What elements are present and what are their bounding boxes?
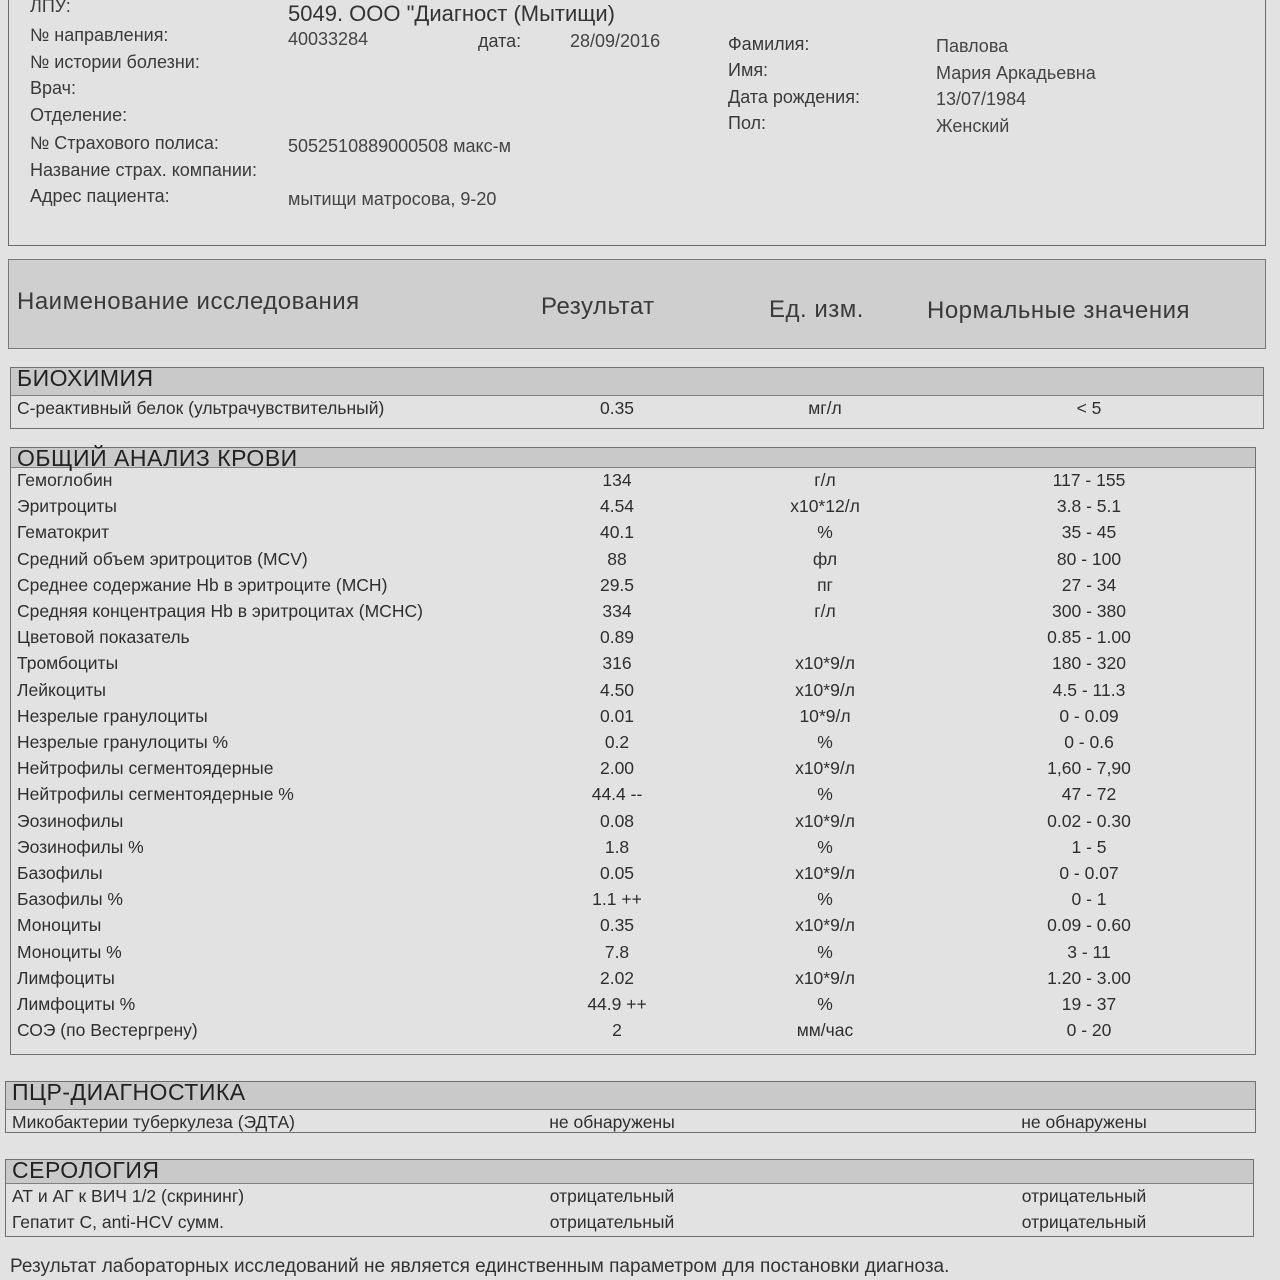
- test-result: не обнаружены: [549, 1112, 675, 1132]
- name-label: Имя:: [728, 60, 769, 80]
- test-name: Незрелые гранулоциты %: [17, 732, 229, 752]
- test-result: 44.4 --: [591, 784, 643, 805]
- test-name: Гематокрит: [17, 522, 110, 543]
- test-unit: х10*9/л: [795, 967, 855, 988]
- test-name: Лимфоциты: [17, 967, 115, 988]
- policy-value: 5052510889000508 макс-м: [288, 136, 512, 156]
- test-normal-range: 1 - 5: [1071, 836, 1107, 857]
- lpu-label: ЛПУ:: [30, 0, 71, 16]
- test-name: Тромбоциты: [17, 653, 119, 674]
- test-result: 4.54: [599, 496, 635, 517]
- test-result: 0.05: [599, 863, 635, 883]
- test-normal-range: 117 - 155: [1052, 470, 1126, 490]
- referral-label: № направления:: [30, 25, 169, 45]
- test-normal-range: 0.02 - 0.30: [1047, 810, 1131, 831]
- test-result: 44.9 ++: [587, 994, 647, 1014]
- test-result: 0.08: [599, 810, 635, 831]
- test-result: 134: [602, 470, 632, 490]
- test-normal-range: 180 - 320: [1052, 653, 1126, 674]
- test-normal-range: 0 - 0.09: [1059, 705, 1119, 726]
- test-name: Эозинофилы %: [17, 836, 144, 857]
- insurer-label: Название страх. компании:: [30, 160, 257, 180]
- policy-label: № Страхового полиса:: [30, 133, 219, 153]
- dob-value: 13/07/1984: [936, 89, 1027, 109]
- section-title: ПЦР-ДИАГНОСТИКА: [12, 1079, 246, 1105]
- test-unit: %: [817, 994, 833, 1014]
- test-result: 334: [602, 601, 632, 621]
- surname-label: Фамилия:: [728, 34, 810, 54]
- test-unit: х10*9/л: [795, 863, 855, 883]
- column-unit-header: Ед. изм.: [769, 296, 864, 323]
- test-normal-range: 35 - 45: [1061, 522, 1117, 543]
- test-name: Цветовой показатель: [17, 627, 190, 648]
- section-title: БИОХИМИЯ: [17, 365, 154, 391]
- test-name: Моноциты: [17, 915, 102, 936]
- surname-value: Павлова: [936, 36, 1009, 56]
- test-normal-range: 4.5 - 11.3: [1052, 679, 1126, 700]
- test-result: 7.8: [604, 941, 630, 962]
- section-biochemistry: [10, 367, 1264, 429]
- test-normal-range: 1.20 - 3.00: [1047, 967, 1131, 988]
- test-normal-range: 3.8 - 5.1: [1056, 496, 1122, 517]
- test-unit: %: [817, 784, 833, 805]
- test-unit: фл: [812, 548, 838, 569]
- name-value: Мария Аркадьевна: [936, 63, 1096, 83]
- column-header-band: [8, 259, 1266, 349]
- column-name-header: Наименование исследования: [17, 288, 360, 315]
- dob-label: Дата рождения:: [728, 87, 860, 107]
- test-normal-range: 47 - 72: [1061, 784, 1117, 805]
- test-name: Базофилы %: [17, 889, 123, 910]
- test-normal-range: 0 - 20: [1066, 1020, 1112, 1041]
- test-unit: %: [817, 889, 833, 910]
- sex-label: Пол:: [728, 113, 767, 133]
- test-unit: х10*9/л: [795, 653, 855, 674]
- section-pcr-diagnostics: [5, 1081, 1256, 1133]
- test-result: 0.01: [599, 705, 635, 726]
- test-normal-range: 80 - 100: [1056, 548, 1122, 569]
- test-name: Средний объем эритроцитов (MCV): [17, 548, 308, 569]
- test-name: Нейтрофилы сегментоядерные %: [17, 784, 294, 805]
- test-result: 0.2: [604, 732, 630, 752]
- test-unit: г/л: [814, 601, 836, 621]
- test-result: 4.50: [599, 679, 635, 700]
- test-normal-range: не обнаружены: [1021, 1112, 1147, 1132]
- test-normal-range: отрицательный: [1021, 1186, 1147, 1206]
- test-result: 40.1: [599, 522, 635, 543]
- test-unit: мм/час: [796, 1020, 854, 1041]
- history-label: № истории болезни:: [30, 52, 200, 72]
- test-unit: г/л: [814, 470, 836, 490]
- test-normal-range: 0.85 - 1.00: [1047, 627, 1131, 648]
- test-unit: 10*9/л: [799, 705, 851, 726]
- section-title-bar: [6, 1157, 1253, 1184]
- date-value: 28/09/2016: [570, 31, 661, 51]
- test-name: Моноциты %: [17, 941, 122, 962]
- referral-value: 40033284: [288, 29, 369, 49]
- test-result: 1.8: [604, 836, 630, 857]
- test-result: 0.35: [599, 398, 635, 418]
- test-result: 1.1 ++: [592, 889, 642, 910]
- test-result: 2.02: [599, 967, 635, 988]
- doctor-label: Врач:: [30, 78, 77, 98]
- test-normal-range: 0.09 - 0.60: [1047, 915, 1131, 936]
- test-name: Микобактерии туберкулеза (ЭДТА): [12, 1112, 295, 1132]
- section-title-bar: [11, 365, 1263, 396]
- test-unit: х10*9/л: [795, 810, 855, 831]
- test-normal-range: 19 - 37: [1061, 994, 1117, 1014]
- test-name: Средняя концентрация Hb в эритроцитах (MCHC): [17, 601, 423, 621]
- test-name: СОЭ (по Вестергрену): [17, 1020, 198, 1041]
- test-unit: %: [817, 941, 833, 962]
- test-name: С-реактивный белок (ультрачувствительный): [17, 398, 385, 418]
- section-serology: [5, 1159, 1254, 1237]
- test-name: Лимфоциты %: [17, 994, 136, 1014]
- test-name: Эритроциты: [17, 496, 117, 517]
- address-label: Адрес пациента:: [30, 186, 170, 206]
- test-normal-range: 0 - 1: [1071, 889, 1107, 910]
- test-name: Гемоглобин: [17, 470, 113, 490]
- test-result: 0.35: [599, 915, 635, 936]
- section-title: СЕРОЛОГИЯ: [12, 1157, 160, 1183]
- test-result: 88: [607, 548, 627, 569]
- test-normal-range: 0 - 0.07: [1059, 863, 1119, 883]
- test-unit: х10*9/л: [795, 915, 855, 936]
- test-normal-range: 0 - 0.6: [1064, 732, 1114, 752]
- test-name: Среднее содержание Hb в эритроците (MCH): [17, 574, 388, 595]
- test-unit: х10*9/л: [795, 679, 855, 700]
- test-normal-range: отрицательный: [1021, 1212, 1147, 1232]
- test-result: отрицательный: [549, 1212, 675, 1232]
- test-result: 2: [612, 1020, 622, 1041]
- lpu-value: 5049. ООО "Диагност (Мытищи): [288, 1, 615, 26]
- test-normal-range: 1,60 - 7,90: [1047, 758, 1131, 779]
- column-result-header: Результат: [541, 293, 655, 320]
- test-name: Эозинофилы: [17, 810, 124, 831]
- test-name: Незрелые гранулоциты: [17, 705, 208, 726]
- test-unit: х10*9/л: [795, 758, 855, 779]
- test-unit: мг/л: [808, 398, 842, 418]
- address-value: мытищи матросова, 9-20: [288, 189, 497, 209]
- test-unit: %: [817, 732, 833, 752]
- test-normal-range: 27 - 34: [1061, 574, 1117, 595]
- disclaimer-footer: Результат лабораторных исследований не является единственным параметром для постановки диагноза.: [10, 1256, 950, 1277]
- test-unit: %: [817, 836, 833, 857]
- test-name: Гепатит С, anti-HCV сумм.: [12, 1212, 224, 1232]
- test-result: 2.00: [599, 758, 635, 779]
- test-name: Лейкоциты: [17, 679, 106, 700]
- test-unit: %: [817, 522, 833, 543]
- sex-value: Женский: [936, 116, 1010, 136]
- department-label: Отделение:: [30, 105, 128, 125]
- test-name: АТ и АГ к ВИЧ 1/2 (скрининг): [12, 1186, 245, 1206]
- test-normal-range: 300 - 380: [1052, 601, 1126, 621]
- section-title-bar: [6, 1079, 1255, 1110]
- test-normal-range: 3 - 11: [1067, 941, 1111, 962]
- column-normal-header: Нормальные значения: [927, 297, 1190, 324]
- section-title-bar: [11, 445, 1255, 471]
- date-label: дата:: [478, 31, 522, 51]
- test-normal-range: < 5: [1076, 398, 1102, 418]
- section-complete-blood-count: [10, 447, 1256, 1055]
- test-result: 29.5: [599, 574, 635, 595]
- section-title: ОБЩИЙ АНАЛИЗ КРОВИ: [17, 445, 298, 471]
- test-result: отрицательный: [549, 1186, 675, 1206]
- test-name: Нейтрофилы сегментоядерные: [17, 758, 274, 779]
- test-result: 0.89: [599, 627, 635, 648]
- test-result: 316: [602, 653, 632, 674]
- test-name: Базофилы: [17, 863, 103, 883]
- test-unit: пг: [817, 574, 833, 595]
- test-unit: х10*12/л: [790, 496, 860, 517]
